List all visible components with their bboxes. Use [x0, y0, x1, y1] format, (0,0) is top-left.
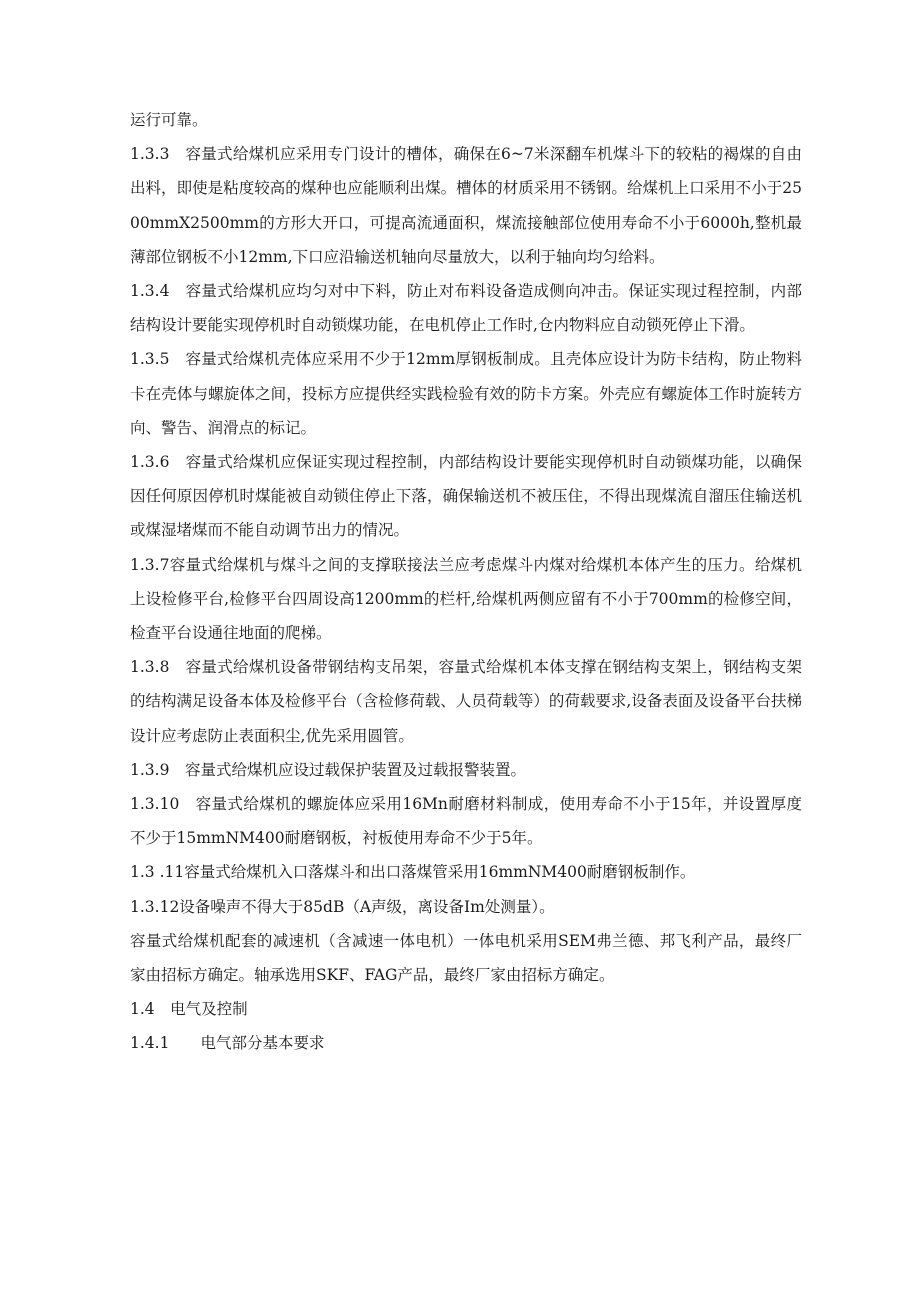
clause-1-3-5: 1.3.5 容量式给煤机壳体应采用不少于12mm厚钢板制成。且壳体应设计为防卡结构，防止物料卡在壳体与螺旋体之间，投标方应提供经实践检验有效的防卡方案。外壳应有螺旋体工作时旋转方向、警告、润滑点的标记。 [130, 350, 802, 437]
paragraph-reducer-bearing: 容量式给煤机配套的减速机（含减速一体电机）一体电机采用SEM弗兰德、邦飞利产品，最终厂家由招标方确定。轴承选用SKF、FAG产品，最终厂家由招标方确定。 [130, 931, 802, 985]
paragraph-continuation: 运行可靠。 [130, 111, 208, 129]
clause-1-3-3: 1.3.3 容量式给煤机应采用专门设计的槽体，确保在6~7米深翻车机煤斗下的较粘的褐煤的自由出料，即使是粘度较高的煤种也应能顺利出煤。槽体的材质采用不锈钢。给煤机上口采用不小于2500mmX2500mm的方形大开口，可提高流通面积，煤流接触部位使用寿命不小于6000h,整机最薄部位钢板不小12mm,下口应沿输送机轴向尽量放大，以利于轴向均匀给料。 [130, 145, 802, 266]
clause-1-3-4: 1.3.4 容量式给煤机应均匀对中下料，防止对布料设备造成侧向冲击。保证实现过程控制，内部结构设计要能实现停机时自动锁煤功能，在电机停止工作时,仓内物料应自动锁死停止下滑。 [130, 282, 802, 335]
clause-1-3-12: 1.3.12设备噪声不得大于85dB（A声级，离设备Im处测量）。 [130, 897, 555, 916]
clause-1-3-7: 1.3.7容量式给煤机与煤斗之间的支撑联接法兰应考虑煤斗内煤对给煤机本体产生的压力。给煤机上设检修平台,检修平台四周设高1200mm的栏杆,给煤机两侧应留有不小于700mm的检修空间，检查平台设通往地面的爬梯。 [130, 555, 802, 643]
clause-1-3-10: 1.3.10 容量式给煤机的螺旋体应采用16Mn耐磨材料制成，使用寿命不小于15年，并设置厚度不少于15mmNM400耐磨钢板，衬板使用寿命不少于5年。 [130, 795, 802, 848]
section-heading-1-4: 1.4 电气及控制 [130, 1000, 248, 1019]
clause-1-3-11: 1.3 .11容量式给煤机入口落煤斗和出口落煤管采用16mmNM400耐磨钢板制作。 [130, 863, 696, 882]
clause-1-3-8: 1.3.8 容量式给煤机设备带钢结构支吊架，容量式给煤机本体支撑在钢结构支架上，钢结构支架的结构满足设备本体及检修平台（含检修荷载、人员荷载等）的荷载要求,设备表面及设备平台扶梯设计应考虑防止表面积尘,优先采用圆管。 [130, 658, 802, 745]
document-body [130, 103, 802, 1061]
clause-1-3-9: 1.3.9 容量式给煤机应设过载保护装置及过载报警装置。 [130, 760, 526, 779]
clause-1-3-6: 1.3.6 容量式给煤机应保证实现过程控制，内部结构设计要能实现停机时自动锁煤功能，以确保因任何原因停机时煤能被自动锁住停止下落，确保输送机不被压住，不得出现煤流自溜压住输送机或煤湿堵煤而不能自动调节出力的情况。 [130, 453, 802, 540]
subsection-heading-1-4-1: 1.4.1 电气部分基本要求 [130, 1034, 325, 1053]
